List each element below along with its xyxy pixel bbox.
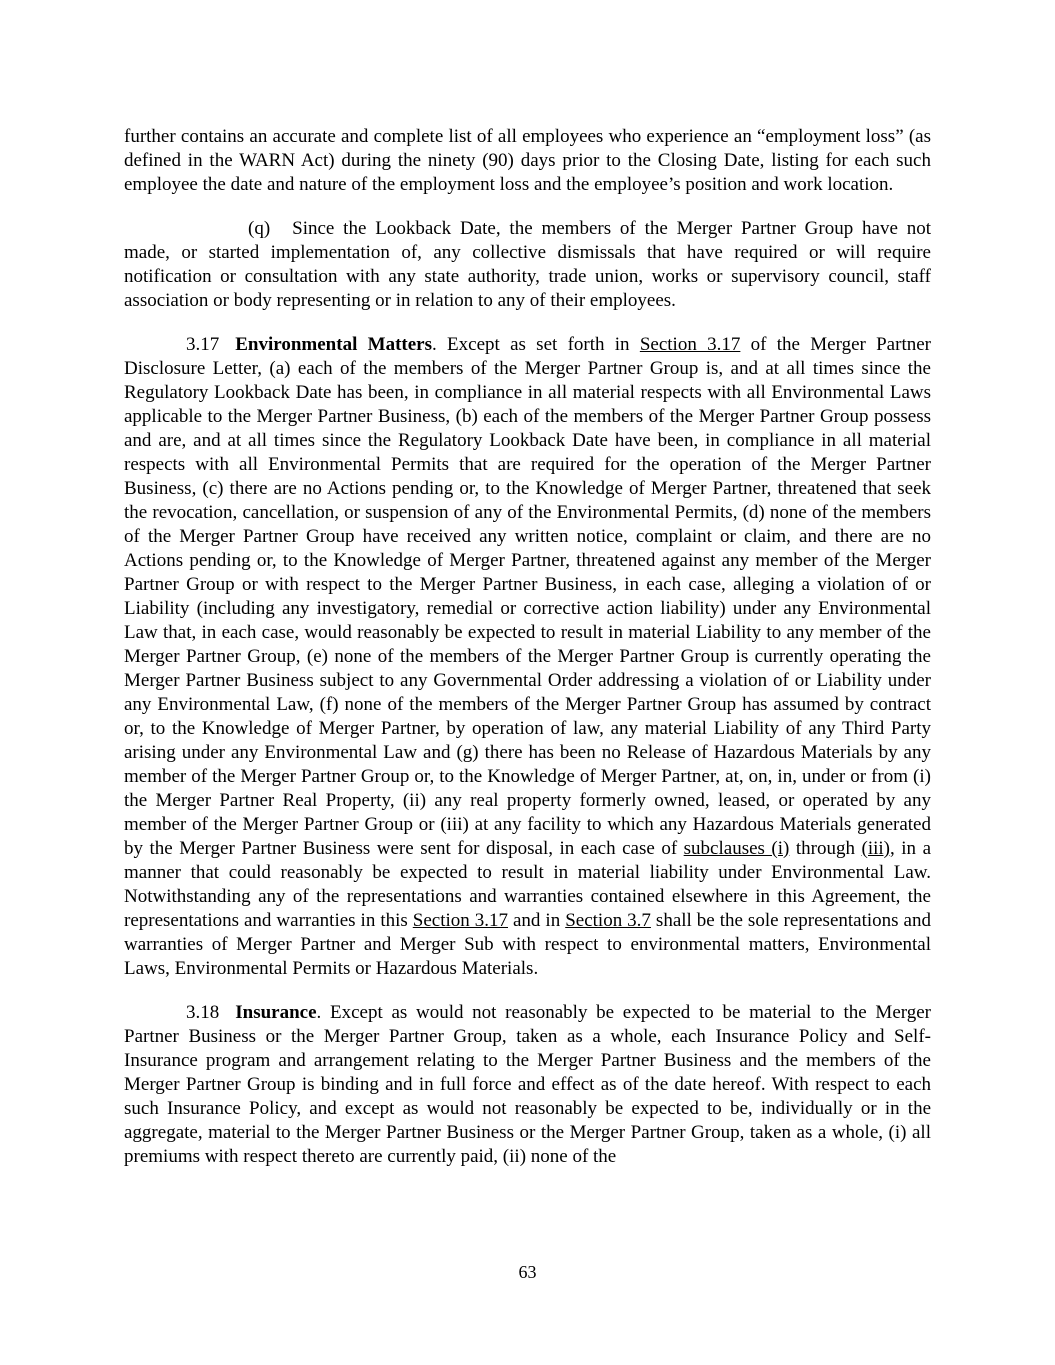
cross-reference: (iii) <box>861 838 891 859</box>
section-text: , in a manner that could reasonably be expected to result in material liability under Environmental Law. Notwithstanding any of the representations and warranties contained elsewhere in this Agreement, the representations and warranties in this <box>124 838 931 931</box>
section-3-18 <box>124 1001 931 1169</box>
clause-label: (q) <box>248 218 271 239</box>
document-page <box>124 125 931 1189</box>
section-text: shall be the sole representations and warranties of Merger Partner and Merger Sub with respect to environmental matters, Environmental Laws, Environmental Permits or Hazardous Materials. <box>124 910 931 979</box>
section-text: through <box>789 838 862 859</box>
section-number: 3.18 <box>186 1002 220 1023</box>
section-heading: Insurance <box>235 1002 317 1023</box>
section-3-17 <box>124 333 931 981</box>
section-number: 3.17 <box>186 334 220 355</box>
cross-reference: subclauses (i) <box>683 838 790 859</box>
section-text: and in <box>508 910 566 931</box>
cross-reference: Section 3.7 <box>565 910 651 931</box>
paragraph-q <box>124 217 931 313</box>
section-heading: Environmental Matters <box>235 334 432 355</box>
paragraph-text: Since the Lookback Date, the members of the Merger Partner Group have not made, or started implementation of, any collective dismissals that have required or will require notification or consultation with any state authority, trade union, works or supervisory council, staff association or body representing or in relation to any of their employees. <box>124 218 931 311</box>
section-text: . Except as set forth in <box>432 334 640 355</box>
paragraph-warn-continuation <box>124 125 931 197</box>
page-number: 63 <box>518 1262 537 1282</box>
cross-reference: Section 3.17 <box>639 334 741 355</box>
paragraph-text: further contains an accurate and complete list of all employees who experience an “employment loss” (as defined in the WARN Act) during the ninety (90) days prior to the Closing Date, listing for each such employee the date and nature of the employment loss and the employee’s position and work location. <box>124 126 931 195</box>
section-text: of the Merger Partner Disclosure Letter, (a) each of the members of the Merger Partner Group is, and at all times since the Regulatory Lookback Date has been, in compliance in all material respects with all Environmental Laws applicable to the Merger Partner Business, (b) each of the members of the Merger Partner Group possess and are, and at all times since the Regulatory Lookback Date have been, in compliance in all material respects with all Environmental Permits that are required for the operation of the Merger Partner Business, (c) there are no Actions pending or, to the Knowledge of Merger Partner, threatened that seek the revocation, cancellation, or suspension of any of the Environmental Permits, (d) none of the members of the Merger Partner Group have received any written notice, complaint or claim, and there are no Actions pending or, to the Knowledge of Merger Partner, threatened against any member of the Merger Partner Group or with respect to the Merger Partner Business, in each case, alleging a violation of or Liability (including any investigatory, remedial or corrective action liability) under any Environmental Law that, in each case, would reasonably be expected to result in material Liability to any member of the Merger Partner Group, (e) none of the members of the Merger Partner Group is currently operating the Merger Partner Business subject to any Governmental Order addressing a violation of or Liability under any Environmental Law, (f) none of the members of the Merger Partner Group has assumed by contract or, to the Knowledge of Merger Partner, by operation of law, any material Liability of any Third Party arising under any Environmental Law and (g) there has been no Release of Hazardous Materials by any member of the Merger Partner Group or, to the Knowledge of Merger Partner, at, on, in, under or from (i) the Merger Partner Real Property, (ii) any real property formerly owned, leased, or operated by any member of the Merger Partner Group or (iii) at any facility to which any Hazardous Materials generated by the Merger Partner Business were sent for disposal, in each case of <box>124 334 931 859</box>
cross-reference: Section 3.17 <box>412 910 508 931</box>
section-text: . Except as would not reasonably be expected to be material to the Merger Partner Business or the Merger Partner Group, taken as a whole, each Insurance Policy and Self-Insurance program and arrangement relating to the Merger Partner Business and the members of the Merger Partner Group is binding and in full force and effect as of the date hereof. With respect to each such Insurance Policy, and except as would not reasonably be expected to be, individually or in the aggregate, material to the Merger Partner Business or the Merger Partner Group, taken as a whole, (i) all premiums with respect thereto are currently paid, (ii) none of the <box>124 1002 931 1167</box>
